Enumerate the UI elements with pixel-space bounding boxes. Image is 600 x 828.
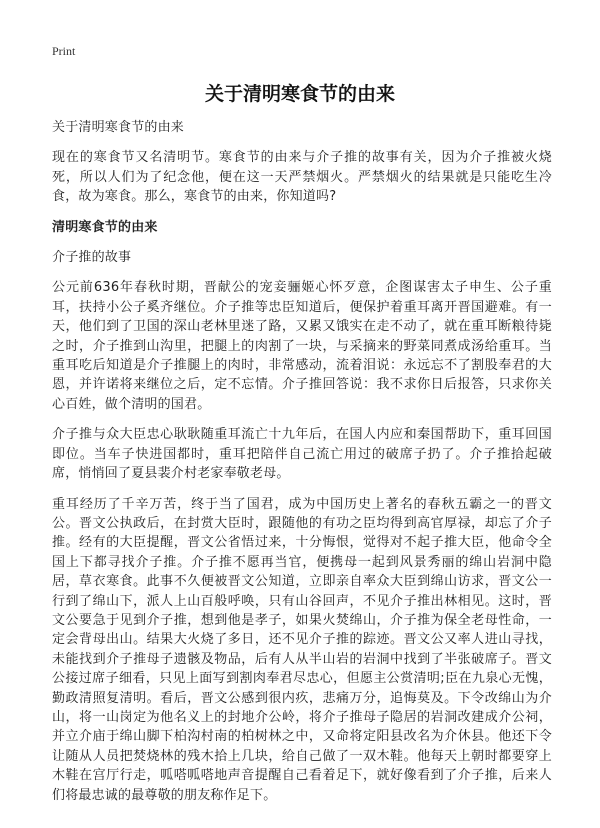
page-title: 关于清明寒食节的由来: [204, 83, 395, 105]
story-heading: 介子推的故事: [52, 250, 132, 266]
article-body: [52, 118, 552, 816]
body-paragraph: 介子推与众大臣忠心耿耿随重耳流亡十九年后，在国人内应和秦国帮助下，重耳回国即位。当车子快进国都时，重耳把陪伴自己流亡用过的破席子扔了。介子推拾起破席，悄悄回了夏县裴介村老家奉敬老母。: [52, 427, 552, 482]
section-heading: 清明寒食节的由来: [52, 219, 158, 235]
print-link[interactable]: Print: [52, 44, 76, 58]
body-paragraph: 公元前636年春秋时期，晋献公的宠妾骊姬心怀歹意，企图谋害太子申生、公子重耳，扶持小公子奚齐继位。介子推等忠臣知道后，便保护着重耳离开晋国避难。有一天，他们到了卫国的深山老林里迷了路，又累又饿实在走不动了，就在重耳断粮待毙之时，介子推到山沟里，把腿上的肉割了一块，与采摘来的野菜同煮成汤给重耳。当重耳吃后知道是介子推腿上的肉时，非常感动，流着泪说：永远忘不了割股奉君的大恩，并许诺将来继位之后，定不忘情。介子推回答说：我不求你日后报答，只求你关心百姓，做个清明的国君。: [52, 280, 552, 412]
article-subtitle: 关于清明寒食节的由来: [52, 120, 185, 135]
body-paragraph: 重耳经历了千辛万苦，终于当了国君，成为中国历史上著名的春秋五霸之一的晋文公。晋文公执政后，在封赏大臣时，跟随他的有功之臣均得到高官厚禄，却忘了介子推。经有的大臣提醒，晋文公省悟过来，十分悔恨，觉得对不起子推大臣，他命令全国上下都寻找介子推。介子推不愿再当官，便携母一起到风景秀丽的绵山岩洞中隐居，草衣寒食。此事不久便被晋文公知道，立即亲自率众大臣到绵山访求，晋文公一行到了绵山下，派人上山百般呼唤，只有山谷回声，不见介子推出林相见。这时，晋文公要急于见到介子推，想到他是孝子，如果火焚绵山，介子推为保全老母性命，一定会背母出山。结果大火烧了多日，还不见介子推的踪迹。晋文公又率人进山寻找，未能找到介子推母子遗骸及物品，后有人从半山岩的岩洞中找到了半张破席子。晋文公接过席子细看，只见上面写到割肉奉君尽忠心，但愿主公赏清明;臣在九泉心无愧，勤政清照复清明。看后，晋文公感到很内疚，悲痛万分，追悔莫及。下令改绵山为介山，将一山岗定为他名义上的封地介公岭，将介子推母子隐居的岩洞改建成介公祠，并立介庙于绵山脚下柏沟村南的柏树林之中，又命将定阳县改名为介休县。他还下令让随从人员把焚烧林的残木拾上几块，给自己做了一双木鞋。他每天上朝时都要穿上木鞋在宫厅行走，呱嗒呱嗒地声音提醒自己看着足下，就好像看到了介子推，后来人们将最忠诚的最尊敬的朋友称作足下。: [52, 496, 552, 803]
intro-paragraph: 现在的寒食节又名清明节。寒食节的由来与介子推的故事有关，因为介子推被火烧死，所以人们为了纪念他，便在这一天严禁烟火。严禁烟火的结果就是只能吃生冷食，故为寒食。那么，寒食节的由来，你知道吗?: [52, 150, 552, 205]
